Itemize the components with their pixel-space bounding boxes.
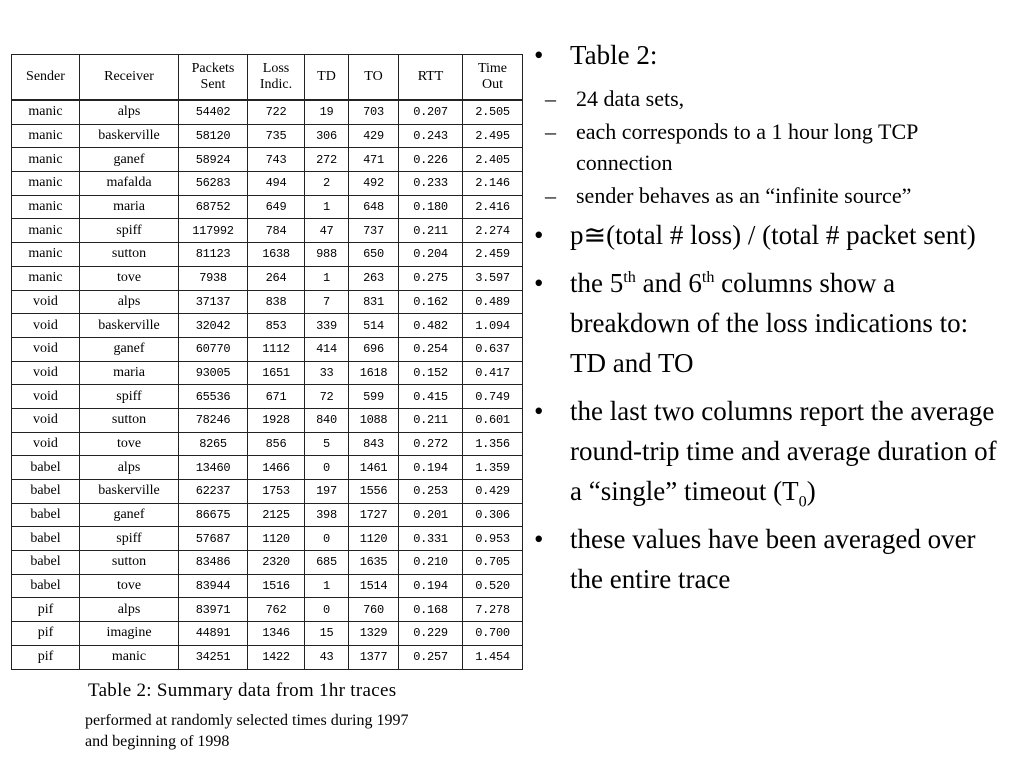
bullet-dot: • (534, 268, 544, 298)
table-cell: 1753 (248, 480, 305, 504)
table-cell: babel (12, 551, 80, 575)
table-cell: 56283 (179, 172, 248, 196)
table-cell: 398 (305, 503, 349, 527)
table-cell: 722 (248, 100, 305, 124)
column-header: Packets Sent (179, 55, 248, 101)
sub-bullet-text: 24 data sets, (576, 86, 685, 111)
table-cell: sutton (80, 551, 179, 575)
table-cell: 0.152 (399, 361, 463, 385)
table-row (12, 527, 523, 551)
table-cell: 0.194 (399, 574, 463, 598)
table-cell: 0.953 (463, 527, 523, 551)
table-cell: 0.749 (463, 385, 523, 409)
table-cell: 78246 (179, 408, 248, 432)
table-cell: 43 (305, 645, 349, 669)
table-cell: 13460 (179, 456, 248, 480)
table-cell: baskerville (80, 124, 179, 148)
table-cell: tove (80, 574, 179, 598)
table-cell: 685 (305, 551, 349, 575)
table-cell: 0.254 (399, 337, 463, 361)
table-cell: 117992 (179, 219, 248, 243)
bullet-dot: • (534, 524, 544, 554)
table-row (12, 314, 523, 338)
table-caption: Table 2: Summary data from 1hr traces (88, 680, 397, 701)
sub-bullet (532, 116, 1010, 178)
table-cell: 0.482 (399, 314, 463, 338)
table-cell: 838 (248, 290, 305, 314)
table-cell: 0.201 (399, 503, 463, 527)
table-cell: 737 (349, 219, 399, 243)
table-cell: 760 (349, 598, 399, 622)
table-cell: 0.489 (463, 290, 523, 314)
table-cell: 8265 (179, 432, 248, 456)
text-run: columns show a breakdown of the loss indications to: TD and TO (570, 268, 969, 378)
table-cell: alps (80, 456, 179, 480)
table-cell: 703 (349, 100, 399, 124)
table-cell: maria (80, 195, 179, 219)
table-cell: 0.204 (399, 243, 463, 267)
table-cell: 0.429 (463, 480, 523, 504)
sub-bullet-text: each corresponds to a 1 hour long TCP connection (576, 119, 918, 175)
table-cell: 2125 (248, 503, 305, 527)
table-cell: 648 (349, 195, 399, 219)
table-cell: tove (80, 266, 179, 290)
table-cell: spiff (80, 219, 179, 243)
table-cell: 0.162 (399, 290, 463, 314)
table-cell: 843 (349, 432, 399, 456)
bullet-text (570, 268, 968, 378)
table-cell: 988 (305, 243, 349, 267)
table-cell: 784 (248, 219, 305, 243)
table-cell: 1466 (248, 456, 305, 480)
sub-bullet-dash: – (545, 119, 556, 144)
table-cell: 2.416 (463, 195, 523, 219)
table-cell: 1346 (248, 622, 305, 646)
table-row (12, 503, 523, 527)
table-row (12, 598, 523, 622)
text-run: the last two columns report the average round-trip time and average duration of a “single” timeout (T (570, 396, 997, 506)
bullet-text: p≅(total # loss) / (total # packet sent) (570, 220, 976, 250)
bullet-dot: • (534, 220, 544, 250)
table-cell: 44891 (179, 622, 248, 646)
table-cell: 0.331 (399, 527, 463, 551)
table-cell: 1377 (349, 645, 399, 669)
sub-bullet (532, 83, 1010, 114)
bullet-text: these values have been averaged over the entire trace (570, 524, 976, 594)
table-cell: 7.278 (463, 598, 523, 622)
table-cell: 1516 (248, 574, 305, 598)
sub-bullet-dash: – (545, 183, 556, 208)
table-cell: 1514 (349, 574, 399, 598)
table-cell: 650 (349, 243, 399, 267)
table-row (12, 124, 523, 148)
table-cell: 2.495 (463, 124, 523, 148)
table-cell: void (12, 314, 80, 338)
table-cell: 599 (349, 385, 399, 409)
bullet-dot: • (534, 40, 544, 70)
table-row (12, 480, 523, 504)
table-row (12, 266, 523, 290)
table-cell: 263 (349, 266, 399, 290)
table-row (12, 290, 523, 314)
table-cell: 0.168 (399, 598, 463, 622)
table-row (12, 148, 523, 172)
table-cell: 264 (248, 266, 305, 290)
table-cell: 1461 (349, 456, 399, 480)
table-cell: 197 (305, 480, 349, 504)
table-cell: 471 (349, 148, 399, 172)
table-cell: 34251 (179, 645, 248, 669)
table-cell: 1088 (349, 408, 399, 432)
table-cell: 0.705 (463, 551, 523, 575)
table-cell: 65536 (179, 385, 248, 409)
table-cell: 62237 (179, 480, 248, 504)
table-cell: 696 (349, 337, 399, 361)
table-cell: 429 (349, 124, 399, 148)
bullet-last-two-columns (532, 391, 1010, 511)
table-cell: 1556 (349, 480, 399, 504)
table-cell: manic (12, 124, 80, 148)
table-cell: ganef (80, 503, 179, 527)
table-cell: imagine (80, 622, 179, 646)
summary-table (11, 54, 523, 670)
bullet-text: Table 2: (570, 40, 658, 70)
table-cell: 0.180 (399, 195, 463, 219)
table-cell: 339 (305, 314, 349, 338)
column-header: TO (349, 55, 399, 101)
table-cell: 831 (349, 290, 399, 314)
column-header: Loss Indic. (248, 55, 305, 101)
table-cell: 649 (248, 195, 305, 219)
table-cell: 743 (248, 148, 305, 172)
text-run: ) (806, 476, 816, 506)
table-cell: pif (12, 645, 80, 669)
table-cell: manic (12, 266, 80, 290)
table-cell: 2.459 (463, 243, 523, 267)
bullet-list (532, 35, 1010, 607)
table-cell: 3.597 (463, 266, 523, 290)
table-cell: alps (80, 100, 179, 124)
table-cell: 54402 (179, 100, 248, 124)
table-cell: 1.094 (463, 314, 523, 338)
table-cell: 735 (248, 124, 305, 148)
table-cell: 1618 (349, 361, 399, 385)
superscript: th (623, 268, 636, 286)
table-cell: 2.274 (463, 219, 523, 243)
column-header: TD (305, 55, 349, 101)
table-cell: 32042 (179, 314, 248, 338)
table-cell: void (12, 361, 80, 385)
table-cell: 1928 (248, 408, 305, 432)
table-row (12, 456, 523, 480)
table-cell: manic (80, 645, 179, 669)
table-cell: void (12, 408, 80, 432)
table-row (12, 100, 523, 124)
table-cell: 2.146 (463, 172, 523, 196)
summary-table-image (11, 54, 522, 665)
table-cell: 414 (305, 337, 349, 361)
table-cell: 72 (305, 385, 349, 409)
bullet-columns-breakdown (532, 263, 1010, 383)
table-row (12, 432, 523, 456)
table-row (12, 243, 523, 267)
table-cell: 306 (305, 124, 349, 148)
table-row (12, 408, 523, 432)
text-run: and 6 (635, 268, 702, 298)
table-row (12, 361, 523, 385)
table-cell: 1120 (248, 527, 305, 551)
table-cell: manic (12, 100, 80, 124)
table-cell: 1635 (349, 551, 399, 575)
table-cell: 0.306 (463, 503, 523, 527)
table-cell: 83486 (179, 551, 248, 575)
sub-bullet (532, 180, 1010, 211)
table-cell: 47 (305, 219, 349, 243)
bullet-loss-probability (532, 215, 1010, 255)
table-cell: 856 (248, 432, 305, 456)
table-cell: 840 (305, 408, 349, 432)
table-cell: 1.356 (463, 432, 523, 456)
sub-bullet-dash: – (545, 86, 556, 111)
sub-bullet-list (532, 83, 1010, 211)
table-cell: 0.210 (399, 551, 463, 575)
bullet-table2 (532, 35, 1010, 75)
table-cell: 0.207 (399, 100, 463, 124)
table-cell: 15 (305, 622, 349, 646)
table-cell: 1727 (349, 503, 399, 527)
column-header: Receiver (80, 55, 179, 101)
table-cell: 7938 (179, 266, 248, 290)
table-cell: 0.415 (399, 385, 463, 409)
table-cell: spiff (80, 385, 179, 409)
table-cell: spiff (80, 527, 179, 551)
table-cell: manic (12, 219, 80, 243)
table-body (12, 100, 523, 669)
table-cell: void (12, 290, 80, 314)
table-cell: void (12, 337, 80, 361)
caption-note: performed at randomly selected times during 1997 and beginning of 1998 (85, 712, 409, 750)
table-cell: 86675 (179, 503, 248, 527)
table-cell: 1 (305, 195, 349, 219)
table-cell: 0.211 (399, 219, 463, 243)
bullet-dot: • (534, 396, 544, 426)
table-cell: void (12, 385, 80, 409)
table-cell: 0.226 (399, 148, 463, 172)
table-cell: 60770 (179, 337, 248, 361)
table-cell: 272 (305, 148, 349, 172)
table-cell: manic (12, 172, 80, 196)
bullet-averaged (532, 519, 1010, 599)
table-cell: 83971 (179, 598, 248, 622)
table-cell: babel (12, 574, 80, 598)
table-cell: 671 (248, 385, 305, 409)
table-cell: 33 (305, 361, 349, 385)
table-cell: 0 (305, 598, 349, 622)
table-cell: 83944 (179, 574, 248, 598)
table-cell: 0.194 (399, 456, 463, 480)
table-cell: sutton (80, 243, 179, 267)
table-cell: 1 (305, 266, 349, 290)
table-cell: mafalda (80, 172, 179, 196)
table-cell: 0.637 (463, 337, 523, 361)
table-cell: baskerville (80, 480, 179, 504)
table-cell: alps (80, 598, 179, 622)
table-cell: maria (80, 361, 179, 385)
table-cell: ganef (80, 337, 179, 361)
superscript: th (701, 268, 715, 286)
table-cell: 1329 (349, 622, 399, 646)
subscript: 0 (798, 492, 807, 511)
table-cell: 0 (305, 456, 349, 480)
bullet-text (570, 396, 997, 511)
table-cell: sutton (80, 408, 179, 432)
table-cell: 514 (349, 314, 399, 338)
table-cell: 494 (248, 172, 305, 196)
column-header: RTT (399, 55, 463, 101)
table-cell: 1.454 (463, 645, 523, 669)
table-cell: 0.233 (399, 172, 463, 196)
table-cell: babel (12, 480, 80, 504)
sub-bullet-text: sender behaves as an “infinite source” (576, 183, 912, 208)
table-cell: manic (12, 195, 80, 219)
table-cell: 1112 (248, 337, 305, 361)
table-cell: 0.243 (399, 124, 463, 148)
table-cell: 19 (305, 100, 349, 124)
table-cell: babel (12, 503, 80, 527)
table-cell: pif (12, 598, 80, 622)
table-cell: 0.257 (399, 645, 463, 669)
table-row (12, 337, 523, 361)
table-cell: 853 (248, 314, 305, 338)
table-row (12, 551, 523, 575)
table-row (12, 385, 523, 409)
text-run: the 5 (570, 268, 624, 298)
table-cell: 1120 (349, 527, 399, 551)
table-cell: 0.417 (463, 361, 523, 385)
table-cell: 0.211 (399, 408, 463, 432)
table-cell: 5 (305, 432, 349, 456)
table-cell: 762 (248, 598, 305, 622)
table-cell: 58924 (179, 148, 248, 172)
table-cell: 0.275 (399, 266, 463, 290)
table-cell: 1638 (248, 243, 305, 267)
table-cell: ganef (80, 148, 179, 172)
table-header-row (12, 55, 523, 101)
table-cell: alps (80, 290, 179, 314)
table-cell: babel (12, 527, 80, 551)
table-cell: pif (12, 622, 80, 646)
table-cell: 58120 (179, 124, 248, 148)
table-row (12, 622, 523, 646)
table-cell: manic (12, 148, 80, 172)
table-cell: tove (80, 432, 179, 456)
table-cell: 2 (305, 172, 349, 196)
table-row (12, 195, 523, 219)
table-cell: 0.272 (399, 432, 463, 456)
table-cell: 0.520 (463, 574, 523, 598)
table-cell: 2.405 (463, 148, 523, 172)
table-row (12, 172, 523, 196)
table-cell: 37137 (179, 290, 248, 314)
table-cell: 1422 (248, 645, 305, 669)
table-cell: 0.700 (463, 622, 523, 646)
table-row (12, 219, 523, 243)
table-cell: 2.505 (463, 100, 523, 124)
table-cell: 57687 (179, 527, 248, 551)
table-cell: 0.229 (399, 622, 463, 646)
table-cell: 1651 (248, 361, 305, 385)
table-row (12, 574, 523, 598)
table-cell: 1.359 (463, 456, 523, 480)
table-cell: 68752 (179, 195, 248, 219)
table-cell: babel (12, 456, 80, 480)
table-cell: 93005 (179, 361, 248, 385)
table-cell: 1 (305, 574, 349, 598)
table-row (12, 645, 523, 669)
table-cell: manic (12, 243, 80, 267)
table-cell: 81123 (179, 243, 248, 267)
table-cell: baskerville (80, 314, 179, 338)
table-cell: 2320 (248, 551, 305, 575)
table-cell: 492 (349, 172, 399, 196)
table-cell: 0 (305, 527, 349, 551)
table-cell: 7 (305, 290, 349, 314)
table-cell: 0.253 (399, 480, 463, 504)
table-cell: 0.601 (463, 408, 523, 432)
column-header: Time Out (463, 55, 523, 101)
column-header: Sender (12, 55, 80, 101)
table-cell: void (12, 432, 80, 456)
